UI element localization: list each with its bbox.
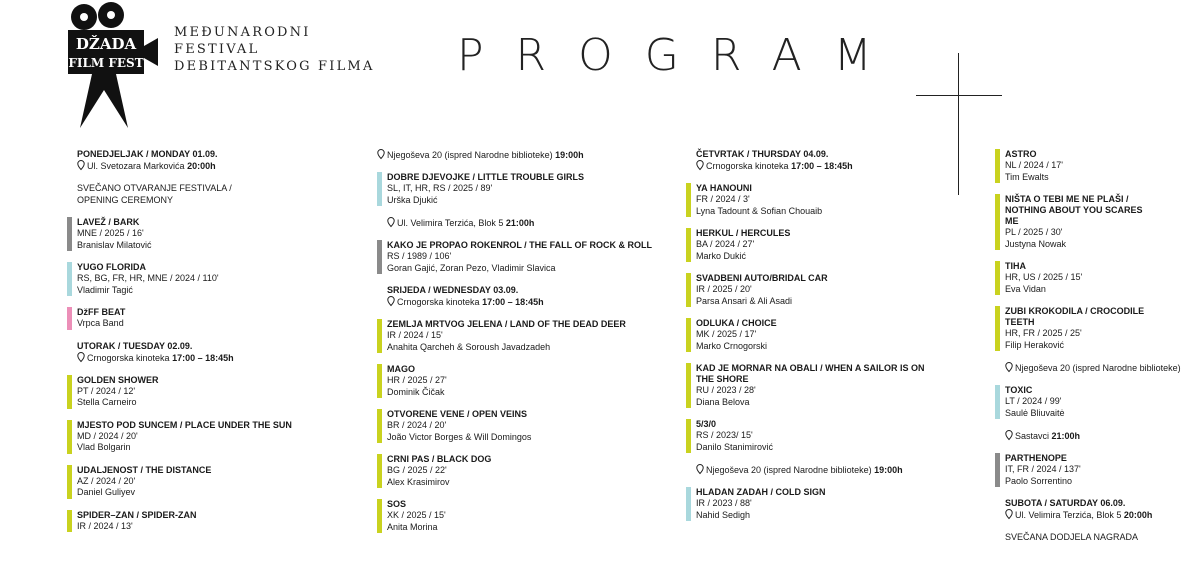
schedule-column-4	[995, 149, 1181, 555]
film-director: Marko Dukić	[696, 250, 747, 261]
film-entry	[67, 375, 367, 409]
film-title: ASTRO	[1005, 149, 1037, 159]
film-title: TIHA	[1005, 261, 1026, 271]
film-entry	[995, 453, 1155, 487]
venue-time: 17:00 – 18:45h	[172, 352, 234, 363]
film-details: PL / 2025 / 30'	[1005, 227, 1063, 237]
film-title: MJESTO POD SUNCEM / PLACE UNDER THE SUN	[77, 419, 292, 430]
film-details: IR / 2024 / 13'	[77, 520, 133, 531]
film-director: Paolo Sorrentino	[1005, 475, 1073, 486]
category-color-bar	[67, 510, 72, 533]
film-title: ODLUKA / CHOICE	[696, 318, 777, 328]
venue-time: 19:00h	[555, 150, 584, 160]
film-details: IR / 2023 / 88'	[696, 498, 752, 508]
film-director: Dominik Čičak	[387, 386, 445, 397]
film-details: IR / 2025 / 20'	[696, 284, 752, 294]
film-title: KAD JE MORNAR NA OBALI / WHEN A SAILOR IS ON THE SHORE	[696, 363, 925, 384]
film-details: IT, FR / 2024 / 137'	[1005, 464, 1081, 474]
film-director: Diana Belova	[696, 396, 750, 407]
film-title: SVADBENI AUTO/BRIDAL CAR	[696, 273, 828, 283]
film-director: Urška Djukić	[387, 194, 438, 205]
film-details: RU / 2023 / 28'	[696, 385, 756, 395]
venue-name: Ul. Velimira Terzića, Blok 5	[397, 218, 504, 228]
category-color-bar	[686, 273, 691, 307]
film-details: NL / 2024 / 17'	[1005, 160, 1063, 170]
schedule-column-1	[67, 149, 367, 543]
venue-time: 21:00h	[1051, 431, 1081, 441]
category-color-bar	[377, 240, 382, 274]
category-color-bar	[67, 420, 72, 454]
film-details: RS, BG, FR, HR, MNE / 2024 / 110'	[77, 273, 219, 283]
film-title: LAVEŽ / BARK	[77, 217, 140, 227]
location-pin-icon	[696, 160, 704, 170]
venue-time: 17:00 – 18:45h	[482, 297, 544, 307]
film-title: MAGO	[387, 364, 415, 374]
film-details: AZ / 2024 / 20'	[77, 475, 136, 486]
day-heading: ČETVRTAK / THURSDAY 04.09.	[696, 149, 829, 159]
film-entry	[377, 172, 677, 206]
film-entry	[686, 419, 986, 453]
location-pin-icon	[387, 296, 395, 306]
film-director: Daniel Guliyev	[77, 487, 136, 497]
category-color-bar	[995, 306, 1000, 351]
film-title: YUGO FLORIDA	[77, 262, 146, 272]
film-title: SOS	[387, 499, 407, 509]
category-color-bar	[67, 217, 72, 251]
film-title: 5/3/0	[696, 419, 717, 429]
venue-line	[995, 362, 1181, 374]
venue-name: Crnogorska kinoteka	[87, 352, 170, 363]
film-title: PARTHENOPE	[1005, 453, 1067, 463]
category-color-bar	[67, 465, 72, 499]
film-details: FR / 2024 / 3'	[696, 194, 750, 204]
film-director: Lyna Tadount & Sofian Chouaib	[696, 205, 823, 216]
category-color-bar	[995, 261, 1000, 295]
category-color-bar	[377, 409, 382, 443]
category-color-bar	[67, 262, 72, 296]
category-color-bar	[686, 228, 691, 262]
venue-line	[995, 509, 1155, 521]
location-pin-icon	[696, 464, 704, 474]
film-title: CRNI PAS / BLACK DOG	[387, 454, 492, 464]
venue-name: Ul. Svetozara Markovića	[87, 161, 185, 171]
location-pin-icon	[1005, 430, 1013, 440]
film-director: Parsa Ansari & Ali Asadi	[696, 295, 793, 306]
category-color-bar	[995, 453, 1000, 487]
film-details: BG / 2025 / 22'	[387, 465, 447, 475]
venue-name: Crnogorska kinoteka	[397, 297, 480, 307]
page-title: PROGRAM	[457, 30, 904, 81]
film-entry	[686, 487, 986, 521]
category-color-bar	[377, 454, 382, 488]
venue-time: 19:00h	[874, 465, 903, 475]
film-details: SL, IT, HR, RS / 2025 / 89'	[387, 183, 493, 193]
film-director: Vlad Bolgarin	[77, 442, 131, 452]
venue-name: Ul. Velimira Terzića, Blok 5	[1015, 510, 1122, 520]
festival-name-line: DEBITANTSKOG FILMA	[174, 59, 375, 74]
film-details: LT / 2024 / 99'	[1005, 396, 1062, 406]
film-director: Marko Crnogorski	[696, 340, 768, 351]
day-heading: SUBOTA / SATURDAY 06.09.	[1005, 498, 1126, 508]
schedule-column-2	[377, 149, 677, 544]
film-details: HR, US / 2025 / 15'	[1005, 272, 1083, 282]
day-heading: PONEDJELJAK / MONDAY 01.09.	[77, 149, 218, 159]
film-title: OTVORENE VENE / OPEN VEINS	[387, 409, 528, 419]
film-details: XK / 2025 / 15'	[387, 510, 446, 520]
venue-time: 20:00h	[1123, 510, 1153, 520]
venue-time: 17:00 – 18:45h	[791, 161, 853, 171]
film-entry	[686, 273, 986, 307]
film-entry	[995, 261, 1155, 295]
film-director: Anita Morina	[387, 521, 438, 532]
festival-logo	[64, 0, 164, 132]
film-title: ZUBI KROKODILA / CROCODILE TEETH	[1005, 306, 1145, 327]
venue-line	[377, 149, 677, 161]
venue-line	[377, 217, 677, 229]
film-title: NIŠTA O TEBI ME NE PLAŠI / NOTHING ABOUT YOU SCARES ME	[1005, 194, 1143, 226]
venue-name: Crnogorska kinoteka	[706, 161, 789, 171]
day-heading: UTORAK / TUESDAY 02.09.	[77, 340, 193, 351]
film-entry	[377, 364, 677, 398]
film-title: UDALJENOST / THE DISTANCE	[77, 464, 212, 475]
schedule-column-3	[686, 149, 986, 532]
location-pin-icon	[387, 217, 395, 227]
film-entry	[995, 385, 1155, 419]
location-pin-icon	[1005, 362, 1013, 372]
film-title: TOXIC	[1005, 385, 1033, 395]
logo-text-2: FILM FEST	[68, 56, 144, 70]
location-pin-icon	[77, 160, 85, 170]
category-color-bar	[67, 307, 72, 330]
film-entry	[995, 149, 1155, 183]
film-details: Vrpca Band	[77, 318, 124, 328]
festival-name-line: FESTIVAL	[174, 42, 260, 57]
film-director: Eva Vidan	[1005, 283, 1046, 294]
film-entry	[686, 363, 986, 408]
film-title: SPIDER–ZAN / SPIDER-ZAN	[77, 509, 197, 520]
decorative-cross-horizontal	[916, 95, 1002, 96]
film-details: BA / 2024 / 27'	[696, 239, 755, 249]
film-details: MNE / 2025 / 16'	[77, 228, 144, 238]
festival-name-line: MEĐUNARODNI	[174, 25, 311, 40]
logo-text-1: DŽADA	[75, 35, 137, 53]
film-entry	[67, 465, 367, 499]
film-title: DOBRE DJEVOJKE / LITTLE TROUBLE GIRLS	[387, 172, 585, 182]
film-details: BR / 2024 / 20'	[387, 420, 447, 430]
film-entry	[67, 510, 367, 533]
venue-line	[995, 430, 1155, 442]
film-director: Filip Heraković	[1005, 339, 1065, 350]
film-title: ZEMLJA MRTVOG JELENA / LAND OF THE DEAD DEER	[387, 319, 626, 329]
category-color-bar	[686, 183, 691, 217]
film-title: YA HANOUNI	[696, 183, 752, 193]
film-entry	[686, 183, 986, 217]
film-director: Justyna Nowak	[1005, 238, 1067, 249]
venue-line	[67, 352, 367, 364]
category-color-bar	[377, 499, 382, 533]
film-director: Nahid Sedigh	[696, 509, 751, 520]
film-entry	[686, 228, 986, 262]
category-color-bar	[67, 375, 72, 409]
film-entry	[995, 306, 1155, 351]
category-color-bar	[995, 149, 1000, 183]
logo-lens	[144, 38, 158, 66]
category-color-bar	[995, 385, 1000, 419]
film-director: Tim Ewalts	[1005, 171, 1049, 182]
film-director: Vladimir Tagić	[77, 284, 133, 295]
closing-ceremony: SVEČANA DODJELA NAGRADA	[1005, 532, 1139, 542]
film-details: MK / 2025 / 17'	[696, 329, 757, 339]
film-director: Anahita Qarcheh & Soroush Javadzadeh	[387, 341, 551, 352]
category-color-bar	[377, 364, 382, 398]
film-director: João Victor Borges & Will Domingos	[387, 431, 532, 442]
venue-line	[686, 464, 986, 476]
film-title: HLADAN ZADAH / COLD SIGN	[696, 487, 826, 497]
festival-name	[174, 24, 375, 75]
film-details: MD / 2024 / 20'	[77, 430, 138, 441]
film-entry	[686, 318, 986, 352]
location-pin-icon	[377, 149, 385, 159]
film-director: Saulė Bliuvaitė	[1005, 407, 1065, 418]
film-title: KAKO JE PROPAO ROKENROL / THE FALL OF ROCK & ROLL	[387, 240, 653, 250]
venue-line	[686, 160, 986, 172]
category-color-bar	[377, 172, 382, 206]
venue-time: 21:00h	[505, 218, 535, 228]
film-entry	[377, 409, 677, 443]
film-title: HERKUL / HERCULES	[696, 228, 791, 238]
film-director: Danilo Stanimirović	[696, 441, 774, 452]
category-color-bar	[686, 363, 691, 408]
location-pin-icon	[1005, 509, 1013, 519]
film-title: DžFF BEAT	[77, 307, 126, 317]
day-heading: SRIJEDA / WEDNESDAY 03.09.	[387, 285, 519, 295]
location-pin-icon	[77, 352, 85, 362]
film-entry	[995, 194, 1155, 250]
category-color-bar	[377, 319, 382, 353]
category-color-bar	[686, 419, 691, 453]
logo-tripod	[80, 74, 128, 128]
film-details: HR, FR / 2025 / 25'	[1005, 328, 1082, 338]
film-details: PT / 2024 / 12'	[77, 385, 136, 396]
opening-ceremony: SVEČANO OTVARANJE FESTIVALA / OPENING CEREMONY	[77, 183, 232, 205]
film-entry	[67, 420, 367, 454]
film-director: Alex Krasimirov	[387, 476, 450, 487]
category-color-bar	[995, 194, 1000, 250]
category-color-bar	[686, 318, 691, 352]
film-details: HR / 2025 / 27'	[387, 375, 447, 385]
venue-time: 20:00h	[187, 161, 216, 171]
film-director: Branislav Milatović	[77, 239, 152, 250]
film-entry	[67, 262, 367, 296]
film-details: RS / 2023/ 15'	[696, 430, 753, 440]
film-director: Stella Carneiro	[77, 397, 137, 407]
venue-line	[377, 296, 677, 308]
film-details: IR / 2024 / 15'	[387, 330, 443, 340]
venue-line	[67, 160, 367, 172]
film-entry	[377, 454, 677, 488]
venue-name: Njegoševa 20 (ispred Narodne biblioteke)	[387, 150, 553, 160]
film-entry	[67, 217, 367, 251]
film-entry	[377, 319, 677, 353]
film-title: GOLDEN SHOWER	[77, 374, 159, 385]
venue-name: Njegoševa 20 (ispred Narodne biblioteke)	[1015, 363, 1181, 373]
film-details: RS / 1989 / 106'	[387, 251, 452, 261]
film-entry	[67, 307, 367, 330]
film-director: Goran Gajić, Zoran Pezo, Vladimir Slavica	[387, 262, 556, 273]
film-entry	[377, 499, 677, 533]
film-entry	[377, 240, 677, 274]
venue-name: Sastavci	[1015, 431, 1050, 441]
category-color-bar	[686, 487, 691, 521]
venue-name: Njegoševa 20 (ispred Narodne biblioteke)	[706, 465, 872, 475]
